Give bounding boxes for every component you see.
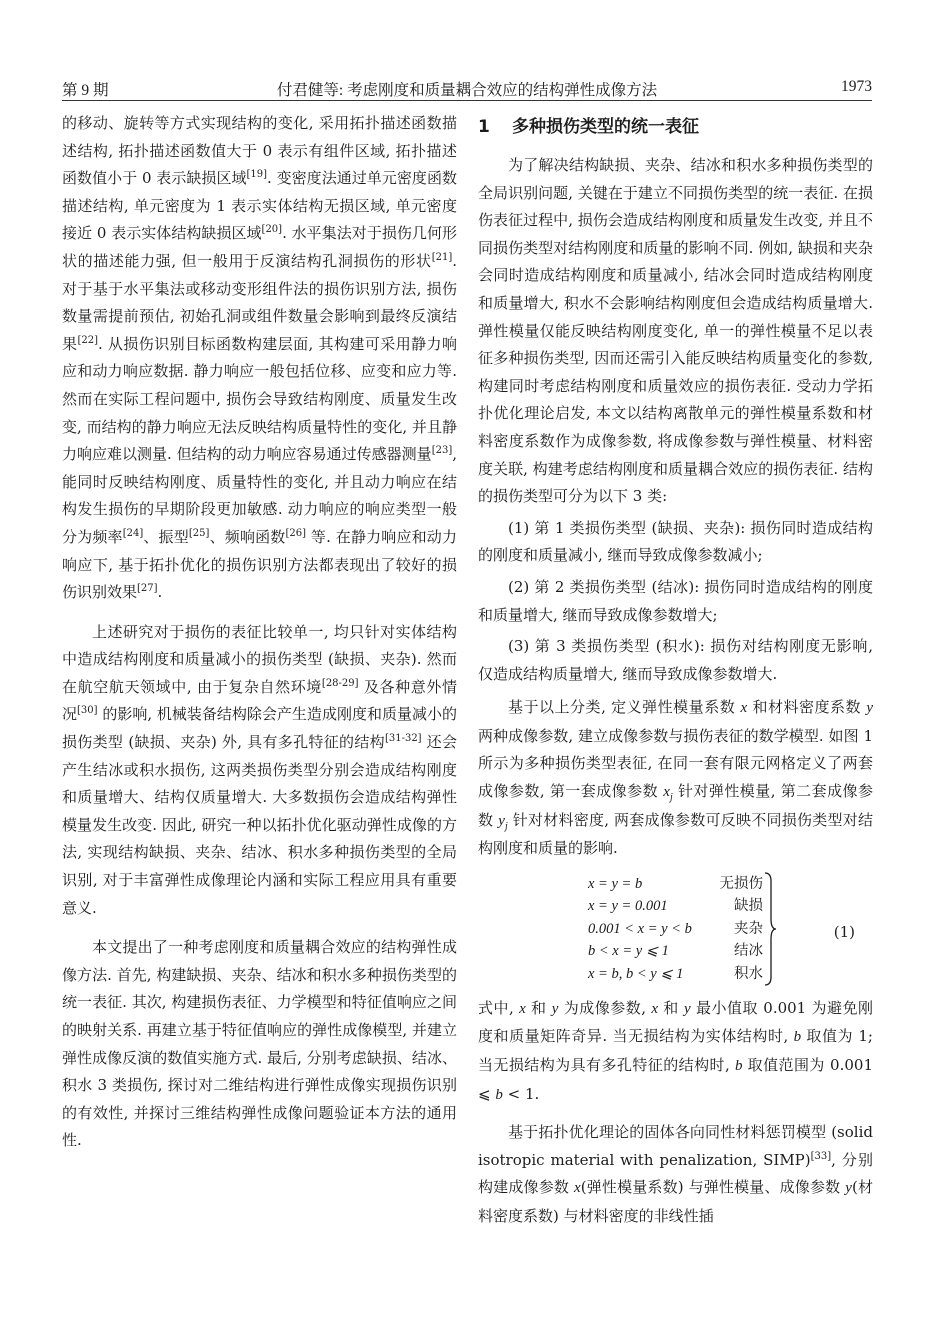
- header-rule: [62, 100, 872, 101]
- citation-21[interactable]: [21]: [431, 251, 453, 263]
- equation-row: x = b, b < y ⩽ 1 积水: [588, 965, 763, 982]
- citation-19[interactable]: [19]: [246, 169, 268, 181]
- left-paragraph-3: 本文提出了一种考虑刚度和质量耦合效应的结构弹性成像方法. 首先, 构建缺损、夹杂、结冰和积水多种损伤类型的统一表征. 其次, 构建损伤表征、力学模型和特征值响应之间的映射关系. 再建立基于特征值响应的弹性成像模型, 并建立弹性成像反演的数值实施方式. 最后, 分别考虑缺损、结冰、积水 3 类损伤, 探讨对二维结构进行弹性成像实现损伤识别的有效性, 并探讨三维结构弹性成像问题验证本方法的通用性.: [62, 938, 457, 1150]
- citation-26[interactable]: [26]: [285, 527, 306, 539]
- section-heading: [478, 114, 873, 140]
- citation-33[interactable]: [33]: [810, 1150, 832, 1162]
- left-paragraph-2: 上述研究对于损伤的表征比较单一, 均只针对实体结构中造成结构刚度和质量减小的损伤类型 (缺损、夹杂). 然而在航空航天领域中, 由于复杂自然环境[28-29] 及各种意外情况[30] 的影响, 机械装备结构除会产生造成刚度和质量减小的损伤类型 (缺损、夹杂) 外, 具有多孔特征的结构[31-32] 还会产生结冰或积水损伤, 这两类损伤类型分别会造成结构刚度和质量增大、结构仅质量增大. 大多数损伤会造成结构弹性模量发生改变. 因此, 研究一种以拓扑优化驱动弹性成像的方法, 实现结构缺损、夹杂、结冰、积水多种损伤类型的全局识别, 对于丰富弹性成像理论内涵和实际工程应用具有重要意义.: [62, 622, 457, 917]
- left-column: [62, 110, 457, 1155]
- equation-rows: [588, 873, 763, 986]
- citation-28-29[interactable]: [28-29]: [321, 677, 359, 689]
- citation-31-32[interactable]: [31-32]: [384, 733, 422, 745]
- citation-22[interactable]: [22]: [77, 334, 98, 346]
- right-column: [478, 110, 873, 1231]
- left-paragraph-1: 的移动、旋转等方式实现结构的变化, 采用拓扑描述函数描述结构, 拓扑描述函数值大于 0 表示有组件区域, 拓扑描述函数值小于 0 表示缺损区域[19]. 变密度法通过单元密度函数描述结构, 单元密度为 1 表示实体结构无损区域, 单元密度接近 0 表示实体结构缺损区域[20]. 水平集法对于损伤几何形状的描述能力强, 但一般用于反演结构孔洞损伤的形状[21]. 对于基于水平集法或移动变形组件法的损伤识别方法, 损伤数量需提前预估, 初始孔洞或组件数量会影响到最终反演结果[22]. 从损伤识别目标函数构建层面, 其构建可采用静力响应和动力响应数据. 静力响应一般包括位移、应变和应力等. 然而在实际工程问题中, 损伤会导致结构刚度、质量发生改变, 而结构的静力响应无法反映结构质量特性的变化, 并且静力响应难以测量. 但结构的动力响应容易通过传感器测量[23], 能同时反映结构刚度、质量特性的变化, 并且动力响应在结构发生损伤的早期阶段更加敏感. 动力响应的响应类型一般分为频率[24]、振型[25]、频响函数[26] 等. 在静力响应和动力响应下, 基于拓扑优化的损伤识别方法都表现出了较好的损伤识别效果[27].: [62, 114, 457, 602]
- citation-23[interactable]: [23]: [431, 445, 453, 457]
- equation-1: [478, 871, 873, 991]
- right-brace-icon: [763, 871, 777, 987]
- citation-24[interactable]: [24]: [122, 527, 144, 539]
- damage-type-2: (2) 第 2 类损伤类型 (结冰): 损伤同时造成结构的刚度和质量增大, 继而导致成像参数增大;: [478, 577, 873, 624]
- section-number: 1: [478, 117, 490, 137]
- citation-27[interactable]: [27]: [137, 583, 158, 595]
- damage-type-3: (3) 第 3 类损伤类型 (积水): 损伤对结构刚度无影响, 仅造成结构质量增大, 继而导致成像参数增大.: [478, 637, 873, 683]
- issue-label: 第 9 期: [62, 82, 109, 99]
- citation-25[interactable]: [25]: [188, 527, 210, 539]
- right-paragraph-2: 基于以上分类, 定义弹性模量系数 x 和材料密度系数 y 两种成像参数, 建立成像参数与损伤表征的数学模型. 如图 1 所示为多种损伤类型表征, 在同一套有限元网格定义了两套成像参数, 第一套成像参数 $x_j$ 针对弹性模量, 第二套成像参数 $y_j$ 针对材料密度, 两套成像参数可反映不同损伤类型对结构刚度和质量的影响.: [478, 698, 874, 858]
- damage-type-1: (1) 第 1 类损伤类型 (缺损、夹杂): 损伤同时造成结构的刚度和质量减小, 继而导致成像参数减小;: [478, 518, 873, 565]
- running-title: 付君健等: 考虑刚度和质量耦合效应的结构弹性成像方法: [276, 82, 658, 99]
- page-number: 1973: [841, 78, 872, 95]
- citation-30[interactable]: [30]: [77, 705, 98, 717]
- right-paragraph-1: 为了解决结构缺损、夹杂、结冰和积水多种损伤类型的全局识别问题, 关键在于建立不同损伤类型的统一表征. 在损伤表征过程中, 损伤会造成结构刚度和质量发生改变, 并且不同损伤类型对结构刚度和质量的影响不同. 例如, 缺损和夹杂会同时造成结构刚度和质量减小, 结冰会同时造成结构刚度和质量增大, 积水不会影响结构刚度但会造成结构质量增大. 弹性模量仅能反映结构刚度变化, 单一的弹性模量不足以表征多种损伤类型, 因而还需引入能反映结构质量变化的参数, 构建同时考虑结构刚度和质量效应的损伤表征. 受动力学拓扑优化理论启发, 本文以结构离散单元的弹性模量系数和材料密度系数作为成像参数, 将成像参数与弹性模量、材料密度关联, 构建考虑结构刚度和质量耦合效应的损伤表征. 结构的损伤类型可分为以下 3 类:: [478, 156, 873, 506]
- equation-row: x = y = b 无损伤: [588, 875, 763, 892]
- right-paragraph-3: 式中, x 和 y 为成像参数, x 和 y 最小值取 0.001 为避免刚度和质量矩阵奇异. 当无损结构为实体结构时, b 取值为 1; 当无损结构为具有多孔特征的结构时, b 取值范围为 0.001 ⩽ b < 1.: [478, 998, 874, 1103]
- citation-20[interactable]: [20]: [261, 224, 283, 236]
- page-header: [62, 74, 872, 102]
- equation-number: (1): [833, 922, 855, 941]
- right-paragraph-4: 基于拓扑优化理论的固体各向同性材料惩罚模型 (solid isotropic material with penalization, SIMP)[33], 分别构建成像参数 x(弹性模量系数) 与弹性模量、成像参数 y(材料密度系数) 与材料密度的非线性插: [478, 1123, 873, 1225]
- equation-row: b < x = y ⩽ 1 结冰: [588, 943, 763, 960]
- section-title: 多种损伤类型的统一表征: [512, 117, 699, 137]
- equation-row: x = y = 0.001 缺损: [588, 898, 763, 915]
- equation-row: 0.001 < x = y < b 夹杂: [588, 920, 763, 937]
